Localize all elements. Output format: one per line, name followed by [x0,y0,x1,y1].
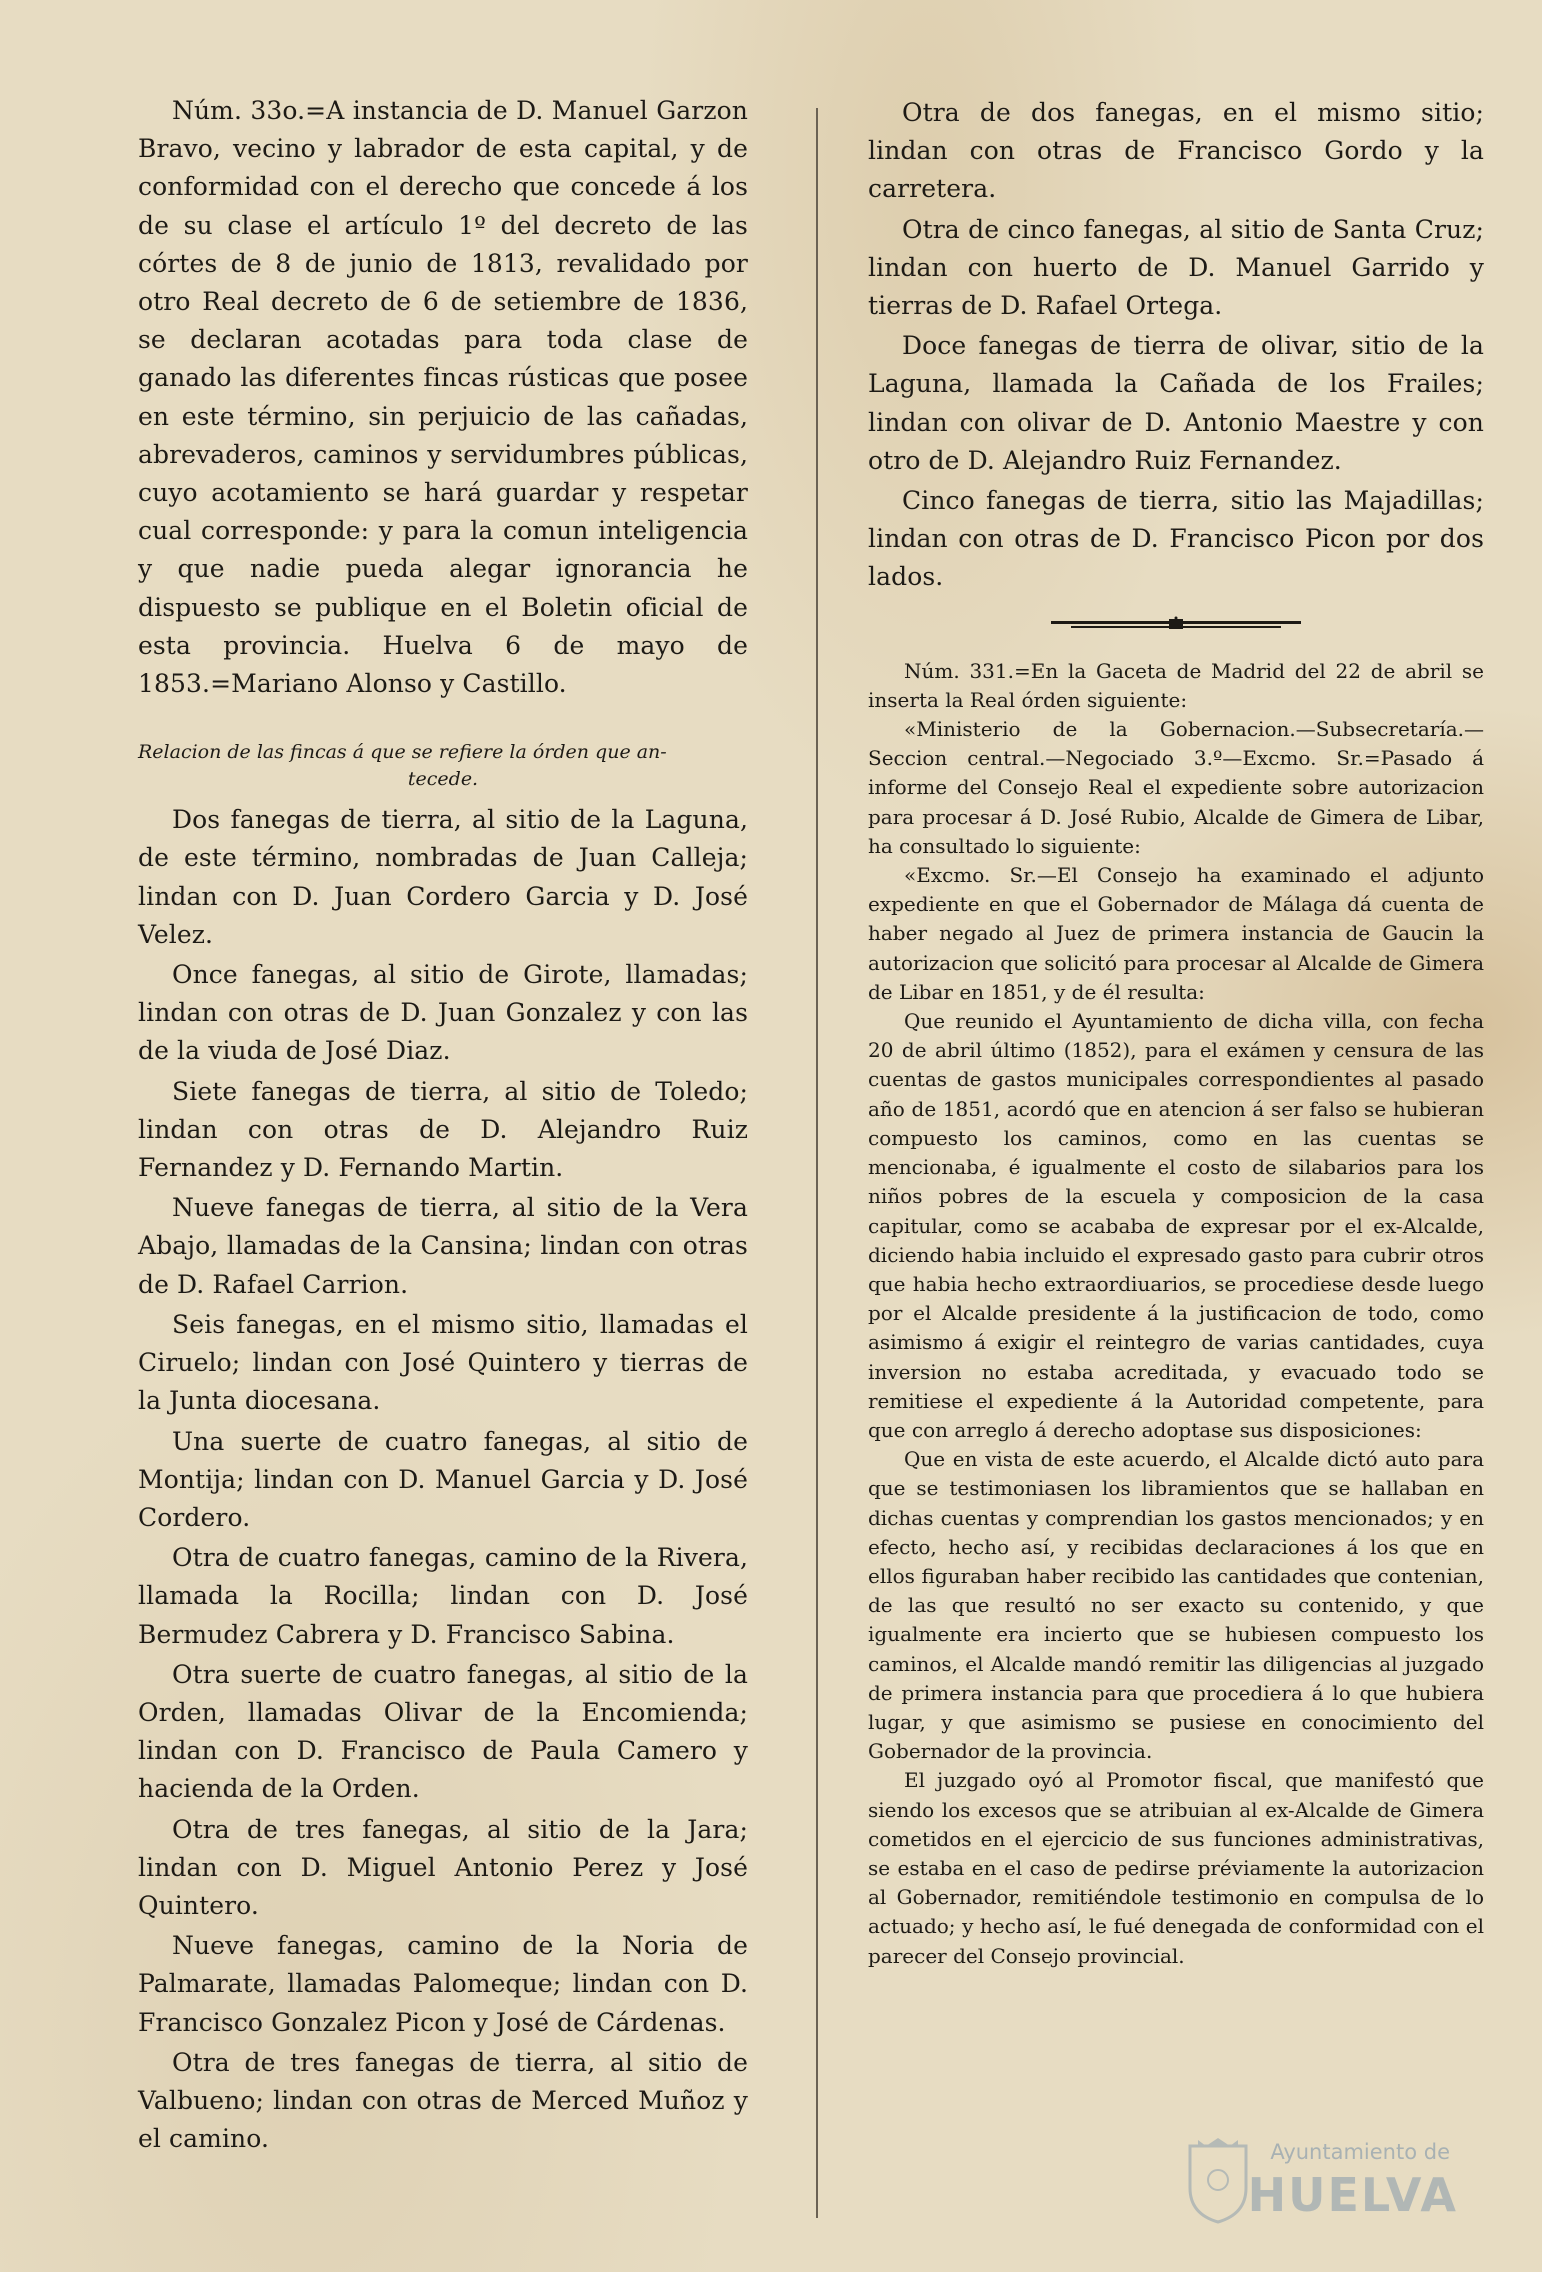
finca-item: Seis fanegas, en el mismo sitio, llamadas el Ciruelo; lindan con José Quintero y tierras de la Junta diocesana. [138,1309,748,1416]
finca-item: Otra de tres fanegas, al sitio de la Jara; lindan con D. Miguel Antonio Perez y José Quintero. [138,1814,748,1920]
finca-item: Dos fanegas de tierra, al sitio de la Laguna, de este término, nombradas de Juan Calleja; lindan con D. Juan Cordero Garcia y D. José Velez. [138,805,748,949]
finca-item: Otra de cuatro fanegas, camino de la Rivera, llamada la Rocilla; lindan con D. José Bermudez Cabrera y D. Francisco Sabina. [138,1543,748,1649]
finca-item: Otra suerte de cuatro fanegas, al sitio de la Orden, llamadas Olivar de la Encomienda; lindan con D. Francisco de Paula Camero y hacienda de la Orden. [138,1659,748,1804]
text-paragraph: El juzgado oyó al Promotor fiscal, que manifestó que siendo los excesos que se atribuian al ex-Alcalde de Gimera cometidos en el ejercicio de sus funciones administrativas, se estaba en el caso de pedirse préviamente la autorizacion al Gobernador, remitiéndole testimonio en compulsa de lo actuado; y hecho así, le fué denegada de conformidad con el parecer del Consejo provincial. [868,1768,1484,1968]
column-divider [816,108,818,2218]
left-column [138,92,748,2158]
watermark-line1: Ayuntamiento de [1270,2140,1450,2164]
num331-heading-paragraph: Núm. 331.=En la Gaceta de Madrid del 22 de abril se inserta la Real órden siguiente: [868,658,1484,712]
finca-item: Una suerte de cuatro fanegas, al sitio de Montija; lindan con D. Manuel Garcia y D. José Cordero. [138,1426,748,1532]
finca-item: Siete fanegas de tierra, al sitio de Toledo; lindan con otras de D. Alejandro Ruiz Fernandez y D. Fernando Martin. [138,1076,748,1183]
ornamental-rule [1051,615,1301,633]
finca-item: Otra de cinco fanegas, al sitio de Santa Cruz; lindan con huerto de D. Manuel Garrido y tierras de D. Rafael Ortega. [868,214,1484,321]
text-paragraph: Que reunido el Ayuntamiento de dicha villa, con fecha 20 de abril último (1852), para el exámen y censura de las cuentas de gastos municipales correspondientes al pasado año de 1851, acordó que en atencion á ser falso se hubieran compuesto los caminos, como en las cuentas se mencionaba, é igualmente el costo de silabarios para los niños pobres de la escuela y composicion de la casa capitular, como se acababa de expresar por el ex-Alcalde, diciendo habia incluido el expresado gasto para cubrir otros que habia hecho extraordiuarios, se procediese desde luego por el Alcalde presidente á la justificacion de todo, como asimismo á exigir el reintegro de varias cantidades, cuya inversion no estaba acreditada, y evacuado todo se remitiese el expediente á la Autoridad competente, para que con arreglo á derecho adoptase sus disposiciones: [868,1009,1484,1442]
relacion-heading-line2: tecede. [407,768,479,791]
finca-item: Nueve fanegas, camino de la Noria de Palmarate, llamadas Palomeque; lindan con D. Francisco Gonzalez Picon y José de Cárdenas. [138,1931,748,2037]
relacion-heading-line1: Relacion de las fincas á que se refiere la órden que an- [138,741,667,764]
num330-paragraph: Núm. 33o.=A instancia de D. Manuel Garzon Bravo, vecino y labrador de esta capital, y de conformidad con el derecho que concede á los de su clase el artículo 1º del decreto de las córtes de 8 de junio de 1813, revalidado por otro Real decreto de 6 de setiembre de 1836, se declaran acotadas para toda clase de ganado las diferentes fincas rústicas que posee en este término, sin perjuicio de las cañadas, abrevaderos, caminos y servidumbres públicas, cuyo acotamiento se hará guardar y respetar cual corresponde: y para la comun inteligencia y que nadie pueda alegar ignorancia he dispuesto se publique en el Boletin oficial de esta provincia. Huelva 6 de mayo de 1853.=Mariano Alonso y Castillo. [138,96,748,699]
finca-item: Nueve fanegas de tierra, al sitio de la Vera Abajo, llamadas de la Cansina; lindan con otras de D. Rafael Carrion. [138,1193,748,1299]
text-paragraph: «Ministerio de la Gobernacion.—Subsecretaría.—Seccion central.—Negociado 3.º—Excmo. Sr.=Pasado á informe del Consejo Real el expediente sobre autorizacion para procesar á D. José Rubio, Alcalde de Gimera de Libar, ha consultado lo siguiente: [868,717,1484,858]
crest-watermark-icon [1184,2136,1252,2224]
text-paragraph: «Excmo. Sr.—El Consejo ha examinado el adjunto expediente en que el Gobernador de Málaga dá cuenta de haber negado al Juez de primera instancia de Gaucin la autorizacion que solicitó para procesar al Alcalde de Gimera de Libar en 1851, y de él resulta: [868,863,1484,1004]
finca-item: Otra de tres fanegas de tierra, al sitio de Valbueno; lindan con otras de Merced Muñoz y el camino. [138,2047,748,2154]
watermark-line2: HUELVA [1247,2168,1458,2222]
relacion-heading [138,739,748,793]
finca-item: Once fanegas, al sitio de Girote, llamadas; lindan con otras de D. Juan Gonzalez y con las de la viuda de José Diaz. [138,960,748,1066]
finca-item: Cinco fanegas de tierra, sitio las Majadillas; lindan con otras de D. Francisco Picon por dos lados. [868,486,1484,592]
finca-item: Otra de dos fanegas, en el mismo sitio; lindan con otras de Francisco Gordo y la carretera. [868,98,1484,204]
text-paragraph: Que en vista de este acuerdo, el Alcalde dictó auto para que se testimoniasen los libramientos que se hallaban en dichas cuentas y comprendian los gastos mencionados; y en efecto, hecho así, y recibidas declaraciones á los que en ellos figuraban haber recibido las cantidades que contenian, de las que resultó no ser exacto su contenido, y que igualmente era incierto que se hubiesen compuesto los caminos, el Alcalde mandó remitir las diligencias al juzgado de primera instancia para que procediera á lo que hubiera lugar, y que asimismo se pusiese en conocimiento del Gobernador de la provincia. [868,1447,1484,1764]
right-column [868,92,1484,1971]
finca-item: Doce fanegas de tierra de olivar, sitio de la Laguna, llamada la Cañada de los Frailes; lindan con olivar de D. Antonio Maestre y con otro de D. Alejandro Ruiz Fernandez. [868,331,1484,475]
